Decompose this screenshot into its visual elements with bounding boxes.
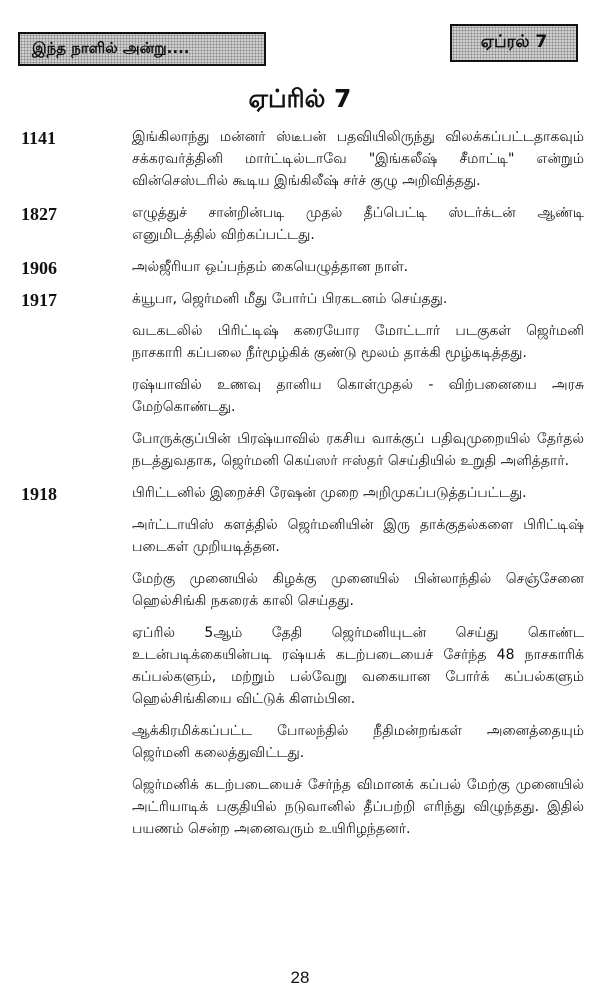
- entry-paragraph: ரஷ்யாவில் உணவு தானிய கொள்முதல் - விற்பனையை அரசு மேற்கொண்டது.: [132, 377, 584, 415]
- entry-paragraph: பிரிட்டனில் இறைச்சி ரேஷன் முறை அறிமுகப்படுத்தப்பட்டது.: [132, 485, 527, 501]
- entry-paragraph: ஏப்ரில் 5ஆம் தேதி ஜெர்மனியுடன் செய்து கொண்ட உடன்படிக்கையின்படி ரஷ்யக் கடற்படையைச் சேர்ந்த 48 நாசகாரிக் கப்பல்களும், மற்றும் பல்வேறு வகையான போர்க் கப்பல்களும் ஹெல்சிங்கியை விட்டுக் கிளம்பின.: [132, 625, 584, 707]
- entry-year: 1141: [21, 128, 57, 148]
- entry-1918: [0, 482, 600, 840]
- entry-paragraph: அல்ஜீரியா ஒப்பந்தம் கையெழுத்தான நாள்.: [132, 259, 409, 275]
- header-right-text: ஏப்ரல் 7: [480, 32, 548, 52]
- page-title: ஏப்ரில் 7: [248, 84, 352, 113]
- entry-paragraph: ஜெர்மனிக் கடற்படையைச் சேர்ந்த விமானக் கப்பல் மேற்கு முனையில் அட்ரியாடிக் பகுதியில் நடுவானில் தீப்பற்றி எரிந்து விழுந்தது. இதில் பயணம் சென்ற அனைவரும் உயிரிழந்தனர்.: [132, 777, 584, 837]
- entry-paragraph: இங்கிலாந்து மன்னர் ஸ்டீபன் பதவியிலிருந்து விலக்கப்பட்டதாகவும் சக்கரவர்த்தினி மார்ட்டில்டாவே "இங்கலீஷ் சீமாட்டி" என்றும் வின்செஸ்டரில் கூடிய இங்கிலீஷ் சர்ச் குழு அறிவித்தது.: [132, 129, 584, 189]
- entry-1141: [0, 126, 600, 192]
- entry-paragraph: வடகடலில் பிரிட்டிஷ் கரையோர மோட்டார் படகுகள் ஜெர்மனி நாசகாரி கப்பலை நீர்மூழ்கிக் குண்டு மூலம் தாக்கி மூழ்கடித்தது.: [132, 323, 584, 361]
- header-left-box: [18, 32, 266, 66]
- entry-year: 1917: [21, 290, 57, 310]
- entry-1827: [0, 202, 600, 246]
- entry-year: 1827: [21, 204, 57, 224]
- header-left-text: இந்த நாளில் அன்று....: [32, 39, 190, 57]
- entry-1906: [0, 256, 600, 278]
- entry-paragraph: க்யூபா, ஜெர்மனி மீது போர்ப் பிரகடனம் செய்தது.: [132, 291, 448, 307]
- entry-1917: [0, 288, 600, 472]
- entry-year: 1906: [21, 258, 57, 278]
- entries-list: [0, 126, 600, 850]
- entry-paragraph: அர்ட்டாயிஸ் களத்தில் ஜெர்மனியின் இரு தாக்குதல்களை பிரிட்டிஷ் படைகள் முறியடித்தன.: [132, 517, 584, 555]
- entry-paragraph: போருக்குப்பின் பிரஷ்யாவில் ரகசிய வாக்குப் பதிவுமுறையில் தேர்தல் நடத்துவதாக, ஜெர்மனி கெய்ஸர் ஈஸ்தர் செய்தியில் உறுதி அளித்தார்.: [132, 431, 584, 469]
- header-right-box: [450, 24, 578, 62]
- page-number: 28: [290, 968, 310, 987]
- entry-year: 1918: [21, 484, 57, 504]
- entry-paragraph: மேற்கு முனையில் கிழக்கு முனையில் பின்லாந்தில் செஞ்சேனை ஹெல்சிங்கி நகரைக் காலி செய்தது.: [132, 571, 584, 609]
- entry-paragraph: ஆக்கிரமிக்கப்பட்ட போலந்தில் நீதிமன்றங்கள் அனைத்தையும் ஜெர்மனி கலைத்துவிட்டது.: [132, 723, 584, 761]
- entry-paragraph: எழுத்துச் சான்றின்படி முதல் தீப்பெட்டி ஸ்டர்க்டன் ஆண்டி எனுமிடத்தில் விற்கப்பட்டது.: [132, 205, 584, 243]
